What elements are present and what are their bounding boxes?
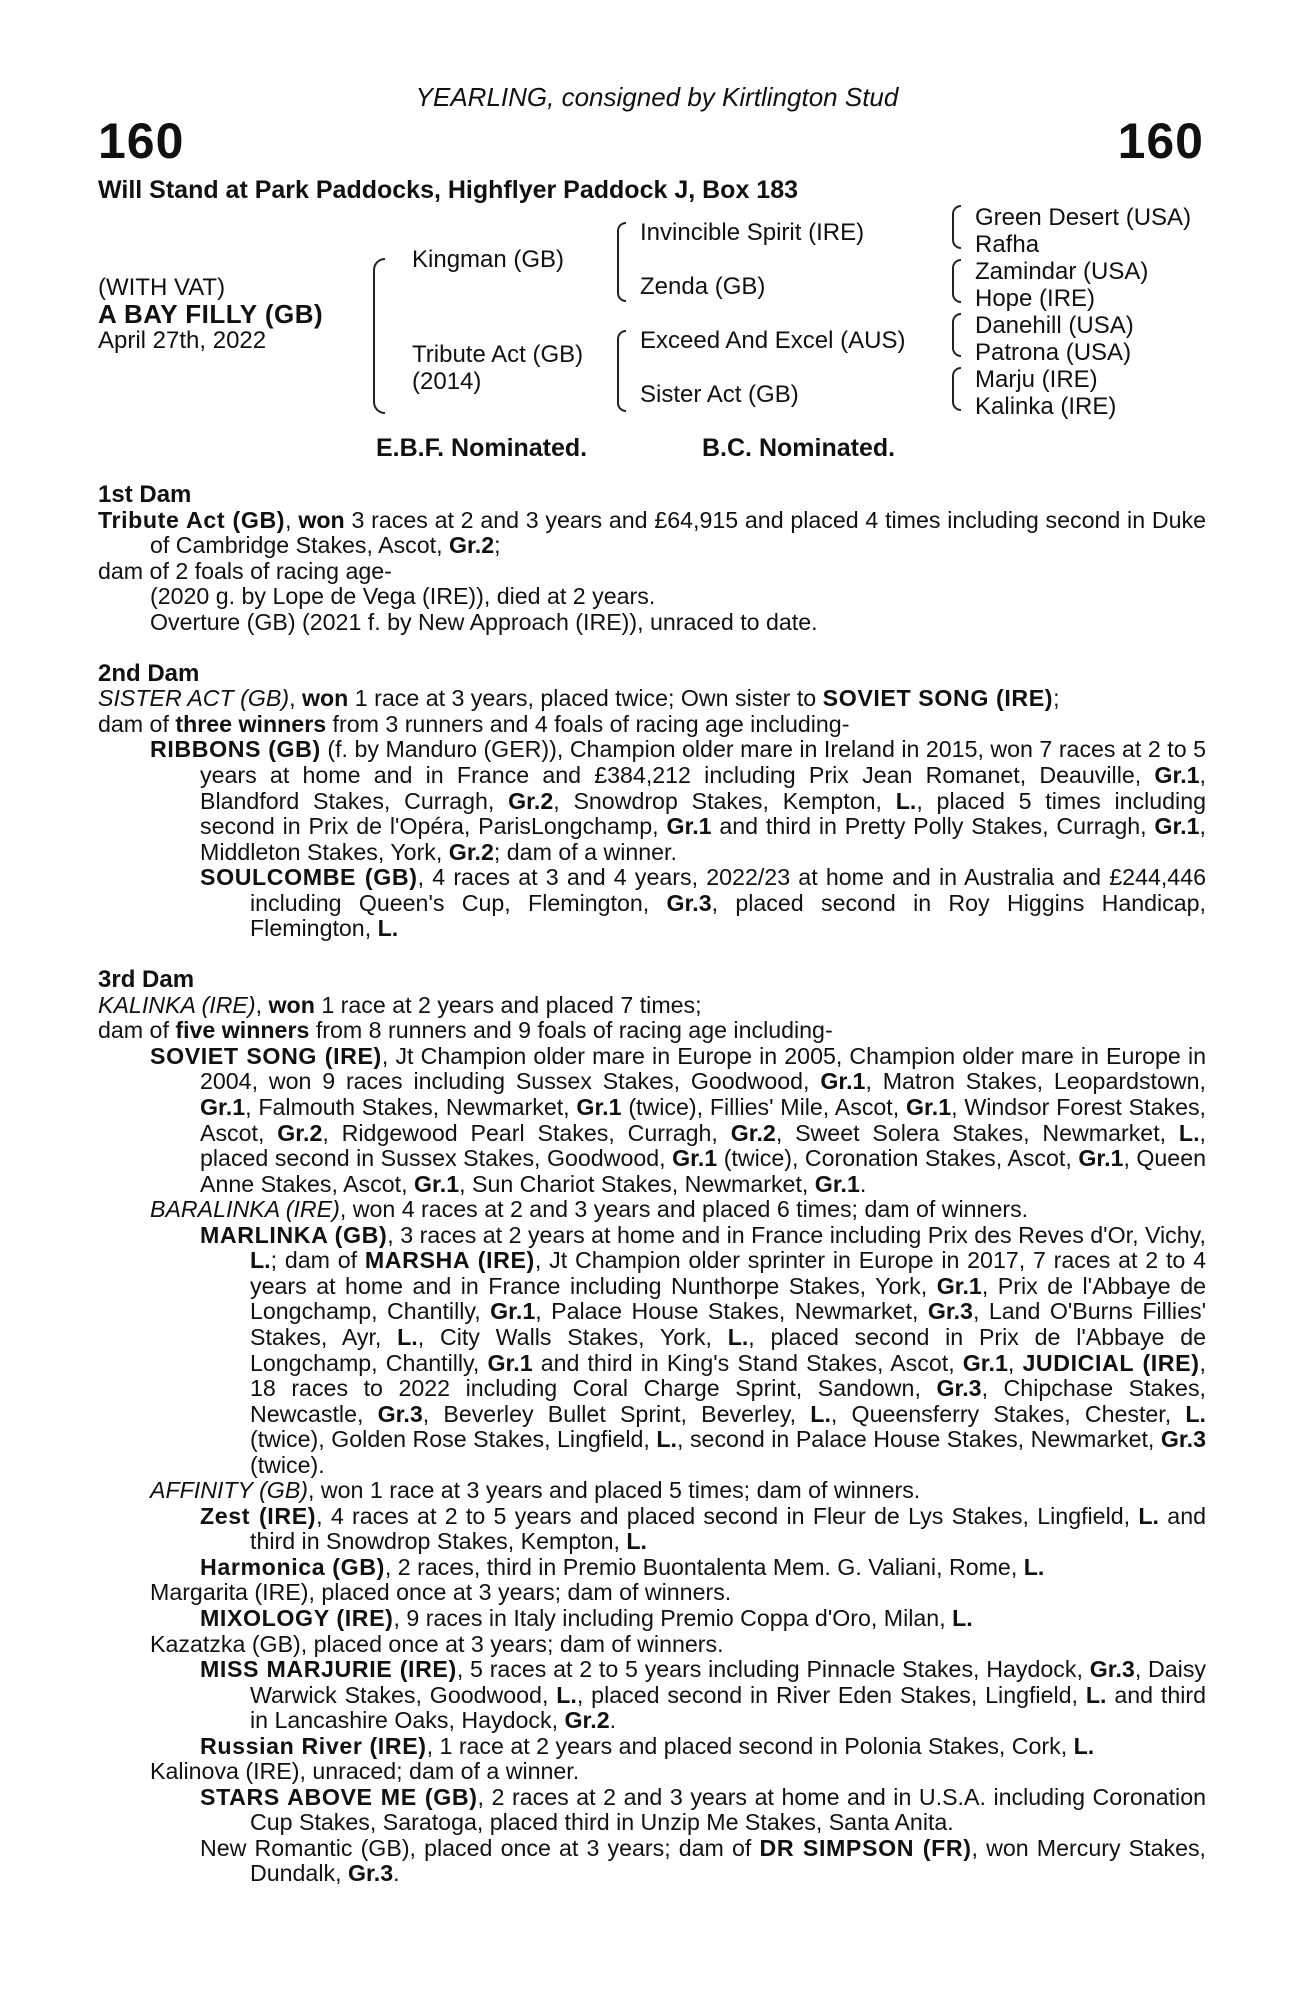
second-dam-produce: dam of three winners from 3 runners and 4 foals of racing age including- <box>98 710 850 737</box>
horse-name: A BAY FILLY (GB) <box>98 299 324 329</box>
third-dam-stars-above-me: STARS ABOVE ME (GB), 2 races at 2 and 3 years at home and in U.S.A. including Coronation Cup Stakes, Saratoga, placed third in Unzip Me Stakes, Santa Anita. <box>200 1783 1206 1836</box>
pedigree-g5: Danehill (USA) <box>975 312 1134 339</box>
pedigree-brace-g4 <box>952 367 961 411</box>
pedigree-dam-year: (2014) <box>412 368 482 395</box>
pedigree-brace-g2 <box>952 259 961 303</box>
third-dam-new-romantic: New Romantic (GB), placed once at 3 years; dam of DR SIMPSON (FR), won Mercury Stakes, Dundalk, Gr.3. <box>200 1834 1206 1887</box>
lot-number-left: 160 <box>98 113 185 169</box>
first-dam-foal-1: (2020 g. by Lope de Vega (IRE)), died at 2 years. <box>150 583 656 610</box>
consignor-line: YEARLING, consigned by Kirtlington Stud <box>415 82 899 112</box>
third-dam-kazatzka: Kazatzka (GB), placed once at 3 years; dam of winners. <box>150 1630 724 1657</box>
pedigree-brace-g1 <box>952 205 961 249</box>
third-dam-zest: Zest (IRE), 4 races at 2 to 5 years and placed second in Fleur de Lys Stakes, Lingfield, L. and third in Snowdrop Stakes, Kempton, L. <box>200 1502 1206 1555</box>
third-dam-harmonica: Harmonica (GB), 2 races, third in Premio Buontalenta Mem. G. Valiani, Rome, L. <box>200 1553 1045 1580</box>
first-dam-foals: dam of 2 foals of racing age- <box>98 557 392 584</box>
second-dam-soulcombe: SOULCOMBE (GB), 4 races at 3 and 4 years, 2022/23 at home and in Australia and £244,446 including Queen's Cup, Flemington, Gr.3, placed second in Roy Higgins Handicap, Flemington, L. <box>200 864 1206 942</box>
pedigree-g2: Rafha <box>975 231 1040 258</box>
third-dam-russian-river: Russian River (IRE), 1 race at 2 years and placed second in Polonia Stakes, Cork, L. <box>200 1732 1095 1759</box>
first-dam-foal-2: Overture (GB) (2021 f. by New Approach (IRE)), unraced to date. <box>150 608 818 635</box>
pedigree-brace-sire <box>617 222 626 302</box>
first-dam-title: 1st Dam <box>98 481 192 508</box>
pedigree-g8: Kalinka (IRE) <box>975 393 1117 420</box>
pedigree-g1: Green Desert (USA) <box>975 204 1192 231</box>
bc-nomination: B.C. Nominated. <box>702 434 896 462</box>
pedigree-brace-g3 <box>952 313 961 357</box>
third-dam-affinity: AFFINITY (GB), won 1 race at 3 years and placed 5 times; dam of winners. <box>150 1477 921 1504</box>
pedigree-g6: Patrona (USA) <box>975 339 1132 366</box>
family-notes <box>98 482 1206 1887</box>
first-dam-record: Tribute Act (GB), won 3 races at 2 and 3 years and £64,915 and placed 4 times including second in Duke of Cambridge Stakes, Ascot, Gr.2; <box>98 506 1206 559</box>
ebf-nomination: E.B.F. Nominated. <box>376 434 588 462</box>
pedigree-g7: Marju (IRE) <box>975 366 1098 393</box>
pedigree-dam-sire: Exceed And Excel (AUS) <box>640 327 906 354</box>
pedigree-brace-dam <box>617 330 626 412</box>
pedigree-dam: Tribute Act (GB) <box>412 341 584 368</box>
second-dam-record: SISTER ACT (GB), won 1 race at 3 years, placed twice; Own sister to SOVIET SONG (IRE); <box>98 685 1060 712</box>
second-dam-ribbons: RIBBONS (GB) (f. by Manduro (GER)), Champion older mare in Ireland in 2015, won 7 races at 2 to 5 years at home and in France and £384,212 including Prix Jean Romanet, Deauville, Gr.1, Blandford Stakes, Curragh, Gr.2, Snowdrop Stakes, Kempton, L., placed 5 times including second in Prix de l'Opéra, ParisLongchamp, Gr.1 and third in Pretty Polly Stakes, Curragh, Gr.1, Middleton Stakes, York, Gr.2; dam of a winner. <box>150 736 1206 865</box>
pedigree-dam-dam: Sister Act (GB) <box>640 381 799 408</box>
second-dam-title: 2nd Dam <box>98 659 200 687</box>
vat-note: (WITH VAT) <box>98 274 226 301</box>
horse-dob: April 27th, 2022 <box>98 327 267 354</box>
third-dam-marlinka: MARLINKA (GB), 3 races at 2 years at home and in France including Prix des Reves d'Or, Vichy, L.; dam of MARSHA (IRE), Jt Champion older sprinter in Europe in 2017, 7 races at 2 to 4 years at home and in France including Nunthorpe Stakes, York, Gr.1, Prix de l'Abbaye de Longchamp, Chantilly, Gr.1, Palace House Stakes, Newmarket, Gr.3, Land O'Burns Fillies' Stakes, Ayr, L., City Walls Stakes, York, L., placed second in Prix de l'Abbaye de Longchamp, Chantilly, Gr.1 and third in King's Stand Stakes, Ascot, Gr.1, JUDICIAL (IRE), 18 races to 2022 including Coral Charge Sprint, Sandown, Gr.3, Chipchase Stakes, Newcastle, Gr.3, Beverley Bullet Sprint, Beverley, L., Queensferry Stakes, Chester, L. (twice), Golden Rose Stakes, Lingfield, L., second in Palace House Stakes, Newmarket, Gr.3 (twice). <box>200 1221 1207 1478</box>
third-dam-soviet-song: SOVIET SONG (IRE), Jt Champion older mare in Europe in 2005, Champion older mare in Europe in 2004, won 9 races including Sussex Stakes, Goodwood, Gr.1, Matron Stakes, Leopardstown, Gr.1, Falmouth Stakes, Newmarket, Gr.1 (twice), Fillies' Mile, Ascot, Gr.1, Windsor Forest Stakes, Ascot, Gr.2, Ridgewood Pearl Stakes, Curragh, Gr.2, Sweet Solera Stakes, Newmarket, L., placed second in Sussex Stakes, Goodwood, Gr.1 (twice), Coronation Stakes, Ascot, Gr.1, Queen Anne Stakes, Ascot, Gr.1, Sun Chariot Stakes, Newmarket, Gr.1. <box>150 1042 1206 1197</box>
pedigree-g4: Hope (IRE) <box>975 285 1096 312</box>
third-dam-produce: dam of five winners from 8 runners and 9 foals of racing age including- <box>98 1017 833 1044</box>
stand-location: Will Stand at Park Paddocks, Highflyer Paddock J, Box 183 <box>98 176 798 204</box>
pedigree-sire-sire: Invincible Spirit (IRE) <box>640 219 865 246</box>
third-dam-title: 3rd Dam <box>98 966 195 994</box>
third-dam-baralinka: BARALINKA (IRE), won 4 races at 2 and 3 years and placed 6 times; dam of winners. <box>150 1196 1029 1223</box>
third-dam-mixology: MIXOLOGY (IRE), 9 races in Italy including Premio Coppa d'Oro, Milan, L. <box>200 1604 973 1631</box>
third-dam-kalinova: Kalinova (IRE), unraced; dam of a winner. <box>150 1758 580 1785</box>
lot-number-right: 160 <box>1117 113 1204 169</box>
pedigree-sire: Kingman (GB) <box>412 246 565 273</box>
pedigree-sire-dam: Zenda (GB) <box>640 273 766 300</box>
third-dam-record: KALINKA (IRE), won 1 race at 2 years and placed 7 times; <box>98 991 702 1018</box>
third-dam-miss-marjurie: MISS MARJURIE (IRE), 5 races at 2 to 5 years including Pinnacle Stakes, Haydock, Gr.3, Daisy Warwick Stakes, Goodwood, L., placed second in River Eden Stakes, Lingfield, L. and third in Lancashire Oaks, Haydock, Gr.2. <box>200 1656 1207 1734</box>
pedigree-brace-main <box>373 258 385 414</box>
pedigree-g3: Zamindar (USA) <box>975 258 1149 285</box>
third-dam-margarita: Margarita (IRE), placed once at 3 years; dam of winners. <box>150 1579 732 1606</box>
